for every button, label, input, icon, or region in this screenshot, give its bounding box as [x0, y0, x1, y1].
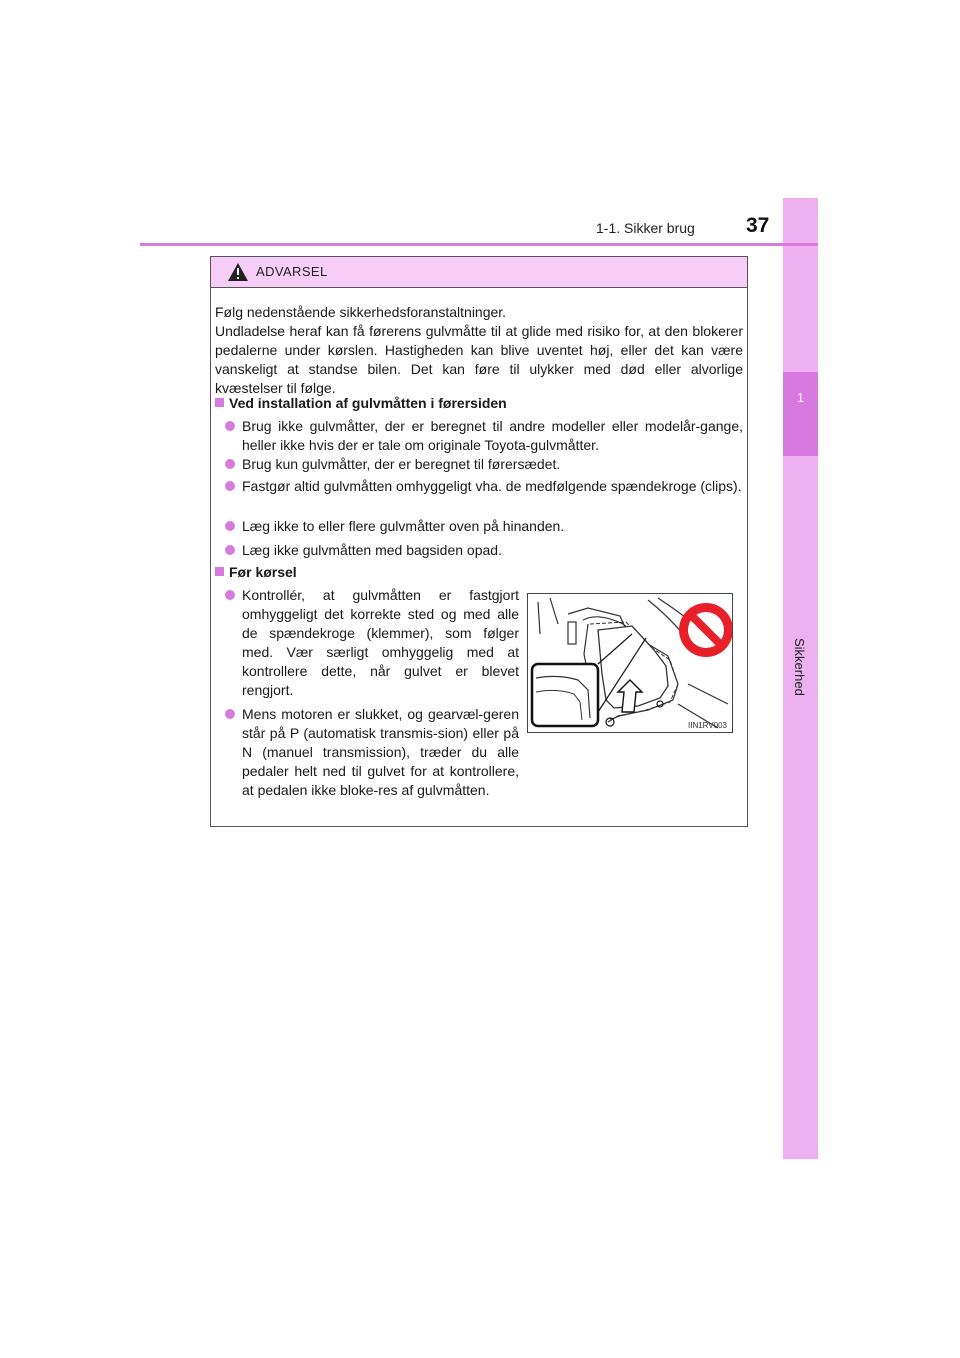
- bullet-item: [225, 517, 743, 536]
- heading-square-icon: [215, 398, 224, 407]
- bullet-dot-icon: [225, 545, 235, 555]
- bullet-text: Brug ikke gulvmåtter, der er beregnet til andre modeller eller modelår-gange, heller ikke hvis der er tale om originale Toyota-gulvmåtter.: [242, 418, 743, 453]
- page-number: 37: [746, 214, 770, 237]
- section-heading-text: Ved installation af gulvmåtten i førersiden: [229, 395, 507, 411]
- bullet-text: Fastgør altid gulvmåtten omhyggeligt vha. de medfølgende spændekroge (clips).: [242, 478, 742, 494]
- bullet-dot-icon: [225, 590, 235, 600]
- intro-line-1: Følg nedenstående sikkerhedsforanstaltninger.: [215, 304, 507, 320]
- heading-square-icon: [215, 567, 224, 576]
- header-section-title: 1-1. Sikker brug: [596, 220, 695, 236]
- bullet-text: Læg ikke to eller flere gulvmåtter oven på hinanden.: [242, 518, 565, 534]
- section-heading-before-driving: [215, 563, 297, 582]
- prohibition-icon: [679, 603, 732, 657]
- warning-intro: [215, 303, 743, 398]
- warning-header: [211, 257, 747, 288]
- bullet-item: [225, 705, 519, 800]
- section-heading-text: Før kørsel: [229, 564, 297, 580]
- bullet-item: [225, 477, 743, 496]
- figure-code: IIN1RV003: [688, 721, 727, 730]
- bullet-dot-icon: [225, 709, 235, 719]
- chapter-name: Sikkerhed: [792, 638, 807, 696]
- section-heading-installation: [215, 394, 507, 413]
- warning-title: ADVARSEL: [256, 264, 328, 279]
- bullet-text: Mens motoren er slukket, og gearvæl-geren står på P (automatisk transmis-sion) eller på N (manuel transmission), træder du alle pedaler helt ned til gulvet for at kontrollere, at pedalen ikke bloke-res af gulvmåtten.: [242, 706, 519, 798]
- bullet-text: Brug kun gulvmåtter, der er beregnet til førersædet.: [242, 456, 561, 472]
- warning-box: [210, 256, 748, 827]
- bullet-text: Læg ikke gulvmåtten med bagsiden opad.: [242, 542, 502, 558]
- bullet-item: [225, 455, 743, 474]
- intro-line-2: Undladelse heraf kan få førerens gulvmåtte til at glide med risiko for, at den blokerer pedalerne under kørslen. Hastigheden kan blive uventet høj, eller det kan være vanskeligt at standse bilen. Det kan føre til ulykker med død eller alvorlige kvæstelser til følge.: [215, 323, 743, 396]
- bullet-dot-icon: [225, 521, 235, 531]
- chapter-number: 1: [796, 390, 805, 405]
- bullet-item: [225, 541, 743, 560]
- floor-mat-illustration: [527, 593, 733, 733]
- bullet-dot-icon: [225, 421, 235, 431]
- bullet-text: Kontrollér, at gulvmåtten er fastgjort omhyggeligt det korrekte sted og med alle de spændekroge (klemmer), som følger med. Vær særligt omhyggelig med at kontrollere dette, når gulvet er blevet rengjort.: [242, 587, 519, 698]
- chapter-side-tab: [783, 198, 818, 1159]
- bullet-dot-icon: [225, 481, 235, 491]
- bullet-item: [225, 586, 519, 700]
- floor-mat-drawing: [528, 594, 732, 732]
- header-rule: [140, 243, 818, 246]
- bullet-dot-icon: [225, 459, 235, 469]
- warning-triangle-icon: [227, 262, 249, 282]
- chapter-number-block: [783, 372, 818, 456]
- bullet-item: [225, 417, 743, 455]
